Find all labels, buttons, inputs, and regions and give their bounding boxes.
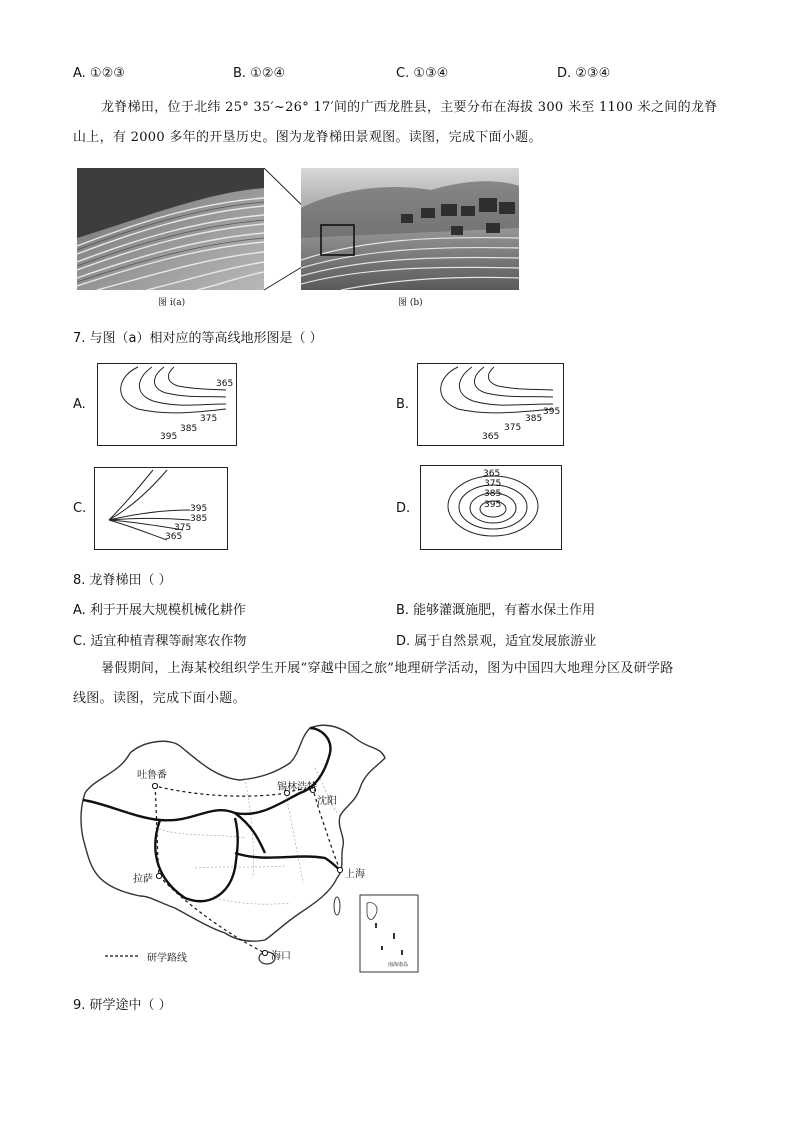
passage-longji — [73, 93, 723, 153]
passage-longji-line1: 龙脊梯田，位于北纬 25° 35′~26° 17′间的广西龙胜县，主要分布在海拔 300 米至 1100 米之间的龙脊 — [101, 100, 718, 115]
contour-a-label-385: 385 — [180, 424, 198, 434]
contour-map-a — [97, 363, 237, 446]
question-9-title: 9. 研学途中（ ） — [73, 998, 172, 1013]
prev-option-a: A. ①②③ — [73, 66, 125, 81]
city-label-turpan: 吐鲁番 — [137, 770, 167, 781]
contour-a-395 — [121, 367, 226, 413]
inset-label: 南海诸岛 — [388, 962, 409, 968]
q8-option-b: B. 能够灌溉施肥，有蓄水保土作用 — [396, 603, 596, 618]
prev-option-d: D. ②③④ — [557, 66, 611, 81]
contour-a-label-365: 365 — [216, 379, 234, 389]
passage-study-tour — [73, 654, 723, 714]
contour-d-label-365: 365 — [483, 469, 501, 479]
passage-study-tour-line1: 暑假期间，上海某校组织学生开展“穿越中国之旅”地理研学活动，图为中国四大地理分区及研学路 — [101, 661, 674, 676]
prev-option-c: C. ①③④ — [396, 66, 449, 81]
contour-a-label-375: 375 — [200, 414, 218, 424]
boundary-tibet-plateau — [155, 818, 237, 901]
city-label-haikou: 海口 — [271, 951, 291, 962]
taiwan-island — [334, 897, 340, 915]
contour-b-label-385: 385 — [525, 414, 543, 424]
contour-map-c — [94, 467, 228, 550]
q7-option-a-label: A. — [73, 397, 86, 412]
city-dot-turpan — [152, 783, 157, 788]
contour-b-label-365: 365 — [482, 432, 500, 442]
q7-option-d-label: D. — [396, 501, 411, 516]
q8-option-c: C. 适宜种植青稞等耐寒农作物 — [73, 634, 247, 649]
contour-d-label-385: 385 — [484, 489, 502, 499]
contour-d-label-395: 395 — [484, 500, 502, 510]
city-label-xilinhot: 锡林浩特 — [277, 782, 317, 793]
legend-label: 研学路线 — [147, 953, 187, 964]
passage-study-tour-line2: 线图。读图，完成下面小题。 — [73, 691, 246, 706]
contour-b-label-395: 395 — [543, 407, 561, 417]
contour-b-label-375: 375 — [504, 423, 522, 433]
q7-option-b-label: B. — [396, 397, 410, 412]
q7-option-c-label: C. — [73, 501, 87, 516]
contour-d-label-375: 375 — [484, 479, 502, 489]
china-regions-map — [75, 718, 425, 973]
route-xilinhot-turpan — [155, 786, 287, 796]
contour-c-label-385: 385 — [190, 514, 208, 524]
city-label-shanghai: 上海 — [345, 869, 365, 880]
q8-option-a: A. 利于开展大规模机械化耕作 — [73, 603, 246, 618]
city-dot-haikou — [262, 950, 267, 955]
photo-caption-b: 图 (b) — [398, 298, 423, 308]
q8-option-d: D. 属于自然景观，适宜发展旅游业 — [396, 634, 597, 649]
contour-c-label-365: 365 — [165, 532, 183, 542]
passage-longji-line2: 山上，有 2000 多年的开垦历史。图为龙脊梯田景观图。读图，完成下面小题。 — [73, 130, 542, 145]
city-label-shenyang: 沈阳 — [317, 796, 337, 807]
contour-map-d — [420, 465, 562, 550]
prev-option-b: B. ①②④ — [233, 66, 286, 81]
city-dot-lhasa — [156, 873, 161, 878]
question-7-title: 7. 与图（a）相对应的等高线地形图是（ ） — [73, 331, 323, 346]
terrace-photo-a — [77, 168, 264, 290]
contour-c-label-395: 395 — [190, 504, 208, 514]
city-dot-shanghai — [337, 867, 342, 872]
photo-caption-a: 图 i(a) — [158, 298, 186, 308]
terrace-photo-b — [301, 168, 519, 290]
boundary-north-south — [235, 853, 340, 870]
question-8-title: 8. 龙脊梯田（ ） — [73, 573, 172, 588]
contour-a-label-395: 395 — [160, 432, 178, 442]
city-label-lhasa: 拉萨 — [133, 874, 153, 885]
contour-c-label-375: 375 — [174, 523, 192, 533]
contour-map-b — [417, 363, 564, 446]
